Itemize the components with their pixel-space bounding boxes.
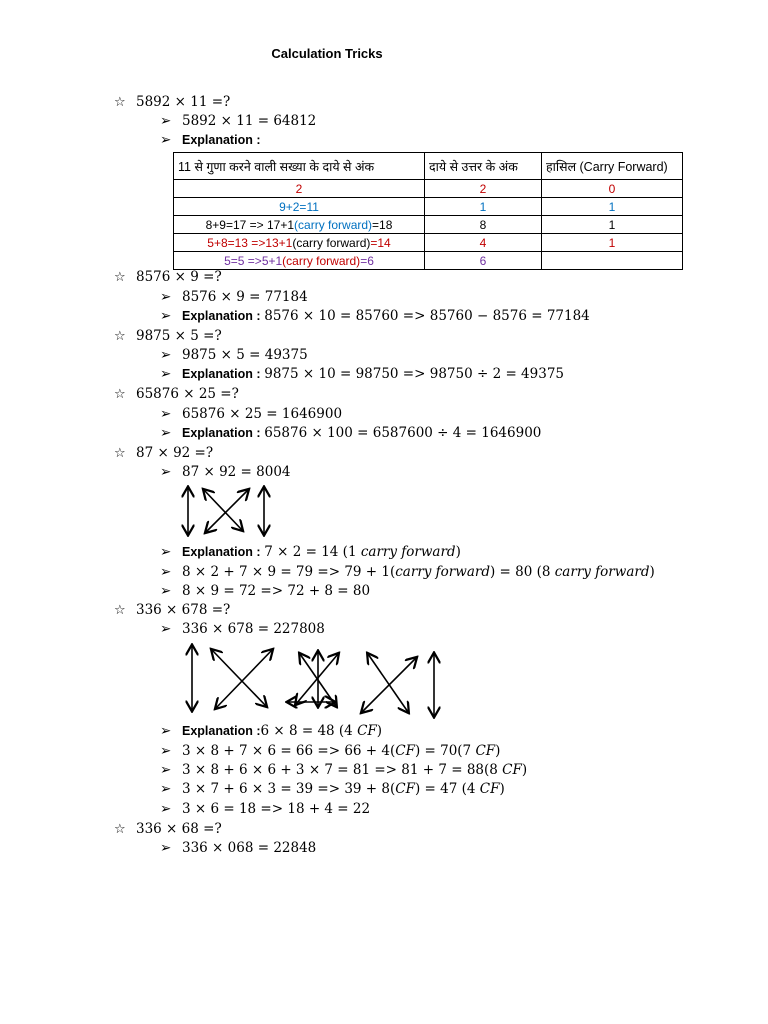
- arrow-bullet-icon: ➢: [160, 425, 172, 440]
- arrow-bullet-icon: ➢: [160, 347, 172, 362]
- table-cell-answer: 6: [425, 252, 542, 270]
- table-cell-carry: 1: [542, 216, 683, 234]
- answer-1: ➢ 5892 × 11 = 64812: [160, 113, 317, 129]
- arrow-icon: [188, 488, 264, 534]
- table-header: हासिल (Carry Forward): [542, 153, 683, 180]
- page-title: Calculation Tricks: [271, 46, 383, 61]
- star-bullet-icon: ☆: [114, 602, 126, 617]
- table-cell-digits: 2: [174, 180, 425, 198]
- arrow-bullet-icon: ➢: [160, 132, 172, 147]
- arrow-bullet-icon: ➢: [160, 564, 172, 579]
- answer-7: ➢ 336 × 068 = 22848: [160, 840, 317, 856]
- question-1: ☆ 5892 × 11 =?: [114, 94, 231, 110]
- arrow-bullet-icon: ➢: [160, 621, 172, 636]
- table-cell-answer: 2: [425, 180, 542, 198]
- explanation-5-step-2: ➢ 8 × 2 + 7 × 9 = 79 => 79 + 1(carry forward) = 80 (8 carry forward): [160, 564, 655, 580]
- arrow-bullet-icon: ➢: [160, 544, 172, 559]
- star-bullet-icon: ☆: [114, 386, 126, 401]
- carry-forward-table: [173, 152, 683, 270]
- question-3: ☆ 9875 × 5 =?: [114, 328, 222, 344]
- arrow-bullet-icon: ➢: [160, 366, 172, 381]
- table-cell-carry: [542, 252, 683, 270]
- arrow-bullet-icon: ➢: [160, 406, 172, 421]
- arrow-bullet-icon: ➢: [160, 781, 172, 796]
- table-cell-digits: 5=5 =>5+1(carry forward)=6: [174, 252, 425, 270]
- arrow-bullet-icon: ➢: [160, 762, 172, 777]
- arrow-bullet-icon: ➢: [160, 289, 172, 304]
- table-cell-carry: 0: [542, 180, 683, 198]
- explanation-6-step-2: ➢ 3 × 8 + 7 × 6 = 66 => 66 + 4(CF) = 70(7 CF): [160, 743, 501, 759]
- table-header: 11 से गुणा करने वाली सख्या के दाये से अंक: [174, 153, 425, 180]
- table-row: [174, 180, 683, 198]
- table-cell-carry: 1: [542, 234, 683, 252]
- arrow-bullet-icon: ➢: [160, 308, 172, 323]
- table-cell-digits: 5+8=13 =>13+1(carry forward)=14: [174, 234, 425, 252]
- arrow-bullet-icon: ➢: [160, 464, 172, 479]
- cross-multiply-diagram-3digit: [176, 640, 446, 720]
- explanation-6-step-3: ➢ 3 × 8 + 6 × 6 + 3 × 7 = 81 => 81 + 7 = 88(8 CF): [160, 762, 528, 778]
- question-4: ☆ 65876 × 25 =?: [114, 386, 239, 402]
- explanation-5-step-3: ➢ 8 × 9 = 72 => 72 + 8 = 80: [160, 583, 371, 599]
- table-header-row: [174, 153, 683, 180]
- star-bullet-icon: ☆: [114, 94, 126, 109]
- explanation-6-step-5: ➢ 3 × 6 = 18 => 18 + 4 = 22: [160, 801, 371, 817]
- explanation-5-step-1: ➢ Explanation : 7 × 2 = 14 (1 carry forward): [160, 544, 461, 560]
- explanation-4: ➢ Explanation : 65876 × 100 = 6587600 ÷ 4 = 1646900: [160, 425, 542, 441]
- arrow-bullet-icon: ➢: [160, 113, 172, 128]
- table-header: दाये से उत्तर के अंक: [425, 153, 542, 180]
- star-bullet-icon: ☆: [114, 445, 126, 460]
- star-bullet-icon: ☆: [114, 328, 126, 343]
- question-5: ☆ 87 × 92 =?: [114, 445, 214, 461]
- table-row: [174, 234, 683, 252]
- table-cell-answer: 8: [425, 216, 542, 234]
- arrow-bullet-icon: ➢: [160, 743, 172, 758]
- answer-3: ➢ 9875 × 5 = 49375: [160, 347, 308, 363]
- answer-6: ➢ 336 × 678 = 227808: [160, 621, 325, 637]
- arrow-bullet-icon: ➢: [160, 840, 172, 855]
- question-6: ☆ 336 × 678 =?: [114, 602, 231, 618]
- explanation-1: ➢ Explanation :: [160, 132, 261, 147]
- question-2: ☆ 8576 × 9 =?: [114, 269, 222, 285]
- table-row: [174, 252, 683, 270]
- question-7: ☆ 336 × 68 =?: [114, 821, 222, 837]
- answer-4: ➢ 65876 × 25 = 1646900: [160, 406, 343, 422]
- table-cell-carry: 1: [542, 198, 683, 216]
- star-bullet-icon: ☆: [114, 821, 126, 836]
- arrow-icon: [192, 646, 434, 716]
- answer-2: ➢ 8576 × 9 = 77184: [160, 289, 308, 305]
- arrow-bullet-icon: ➢: [160, 723, 172, 738]
- star-bullet-icon: ☆: [114, 269, 126, 284]
- table-cell-digits: 9+2=11: [174, 198, 425, 216]
- cross-multiply-diagram-2digit: [176, 482, 276, 540]
- explanation-6-step-4: ➢ 3 × 7 + 6 × 3 = 39 => 39 + 8(CF) = 47 (4 CF): [160, 781, 505, 797]
- arrow-bullet-icon: ➢: [160, 801, 172, 816]
- explanation-3: ➢ Explanation : 9875 × 10 = 98750 => 98750 ÷ 2 = 49375: [160, 366, 564, 382]
- table-row: [174, 216, 683, 234]
- table-cell-answer: 1: [425, 198, 542, 216]
- explanation-6-step-1: ➢ Explanation :6 × 8 = 48 (4 CF): [160, 723, 383, 739]
- answer-5: ➢ 87 × 92 = 8004: [160, 464, 291, 480]
- table-row: [174, 198, 683, 216]
- explanation-2: ➢ Explanation : 8576 × 10 = 85760 => 85760 − 8576 = 77184: [160, 308, 590, 324]
- arrow-bullet-icon: ➢: [160, 583, 172, 598]
- table-cell-digits: 8+9=17 => 17+1(carry forward)=18: [174, 216, 425, 234]
- table-cell-answer: 4: [425, 234, 542, 252]
